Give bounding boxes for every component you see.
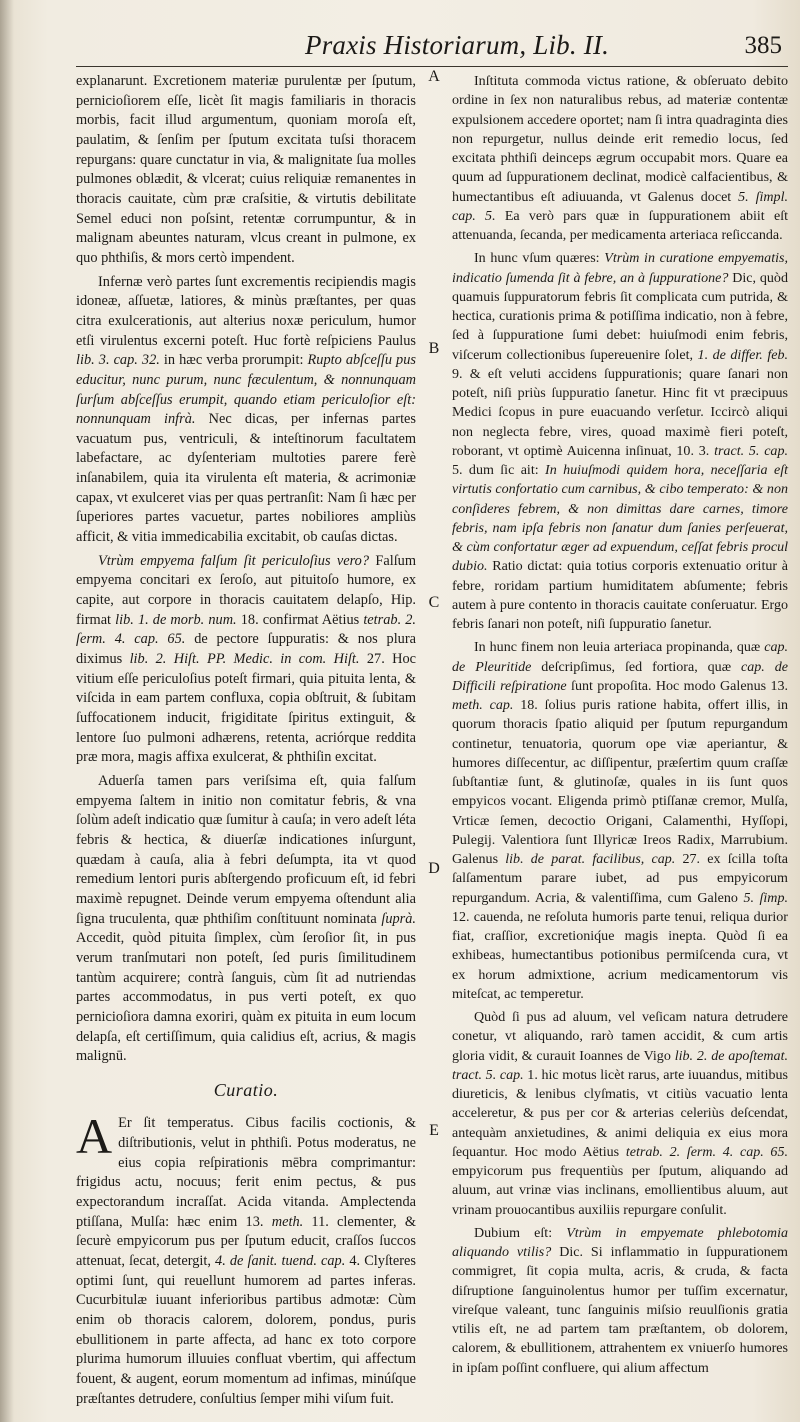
citation: lib. 2. Hiſt. PP. Medic. in com. Hiſt. [129,651,360,668]
left-paragraph-5: A Er ſit temperatus. Cibus facilis coctionis, & diſtributionis, velut in phthiſi. Potus moderatus, ne eius copia reſpirationis mēbra comprimantur: frigidus actu, nocuus; ferit enim pectus, & pus expectorandum incraſſat. Acida vitanda. Amplectenda ptiſſana, Mulſa: hæc enim 13. meth. 11. clementer, & ſecurè empyicorum pus per ſputum educit, craſſos ſuccos attenuat, ſecat, detergit, 4. de ſanit. tuend. cap. 4. Clyſteres optimi ſunt, qui reuellunt humorem ad partes inferas. Cucurbitulæ iuuant inferioribus partibus admotæ: Cùm enim ob thoracis calorem, dolorem, pondus, puris ebullitionem in parte affecta, ad hanc ex toto corpore plurima humorum illuuies confluat vbertim, qui affectum fouent, & augent, eorum momentum ad infimas, minúſque præſtantes detrudere, conſultius ſemper mihi viſum fuit. [76,1108,417,1407]
quotation: In huiuſmodi quidem hora, neceſſaria eſt virtutis confortatio cum carnibus, & cibo temperato: & non conſideres febrem, & non dimittas dare carnes, timore febris, nam ipſa febris non ſanatur dum ſanies perſeuerat, & cùm confortatur æger ad expuendum, ceſſat febris procul dubio. [452,462,788,575]
left-column [76,72,416,1413]
left-paragraph-3: Vtrùm empyema falſum ſit periculoſius vero? Falſum empyema concitari ex ſeroſo, aut pituitoſo humore, ex capite, aut corpore in thoracis cauitatem delapſo, Hip. firmat lib. 1. de morb. num. 18. confirmat Aëtius tetrab. 2. ſerm. 4. cap. 65. de pectore ſuppuratis: & nos plura diximus lib. 2. Hiſt. PP. Medic. in com. Hiſt. 27. Hoc vitium eſſe periculoſius poteſt firmari, quia pituita lenta, & viſcida in eam partem confluxa, copia obſtruit, & ſubitam ſuffocationem inducit, frigiditate ſpiritus extinguit, & lentore ſuo pulmoni adhærens, retenta, acriórque reddita præ mora, magis affixa exulcerat, & phthiſin excitat. [76,552,417,766]
citation: tetrab. 2. ſerm. 4. cap. 65. [76,611,416,648]
margin-letter-c: C [428,594,440,611]
section-heading-curatio: Curatio. [213,1079,279,1100]
question: Vtrùm empyema falſum ſit periculoſius vero? [98,552,370,569]
page-number: 385 [744,32,782,59]
running-head: Praxis Historiarum, Lib. II. [305,30,610,60]
right-column [452,72,788,1382]
question: Vtrùm in empyemate phlebotomia aliquando vtilis? [452,1224,789,1260]
drop-cap: A [76,1108,113,1165]
margin-letter-d: D [428,860,440,877]
right-paragraph-4: Quòd ſi pus ad aluum, vel veſicam natura detrudere conetur, vt aliquando, rarò tamen accidit, & cum artis gloria vidit, & curauit Ioannes de Vigo lib. 2. de apoſtemat. tract. 5. cap. 1. hic motus licèt rarus, arte iuuandus, mitibus diureticis, & lenibus clyſmatis, vt citiùs vacuatio lenta acceleretur, & pus per cor & arterias celeriùs deſcendat, antequàm anxietudines, & animi deliquia ex eius mora ſequantur. Hoc modo Aëtius tetrab. 2. ſerm. 4. cap. 65. empyicorum pus frequentiùs per ſputum, aliquando ad aluum, aut vrinæ vias inclinans, emollientibus aluum, aut vrinam prouocantibus auxiliis repurgare conſulit. [452,1009,788,1218]
margin-letter-a: A [428,68,440,85]
page-header [0,30,800,70]
right-paragraph-3: In hunc finem non leuia arteriaca propinanda, quæ cap. de Pleuritide deſcripſimus, ſed fortiora, quæ cap. de Difficili reſpiratione ſunt propoſita. Hoc modo Galenus 13. meth. cap. 18. ſolius puris ratione habita, offert illis, in quorum thoracis ſpatio aliquid per ſputum repurgandum continetur, tenuatoria, quorum ope viæ aperiantur, & humores diſſecentur, ac diſſipentur, præſertim quum craſſæ ſubſtantiæ ſunt, & glutinoſæ, quales in iis ſunt quos empyicos vocant. Eligenda primò ptiſſanæ cremor, Mulſa, Vrticæ ſemen, decoctio Origani, Calamenthi, Hyſſopi, Pulegij. Valentiora ſunt Illyricæ Ireos Radix, Marrubium. Galenus lib. de parat. facilibus, cap. 27. ex ſcilla toſta ſalſamentum parare iubet, ad pus empyicorum repurgandum. Acria, & valentiſſima, cum Galeno 5. ſimp. 12. cauenda, ne reſoluta humoris parte tenui, reliqua durior fiat, craſſior, excretioniq́ue magis inepta. Quòd ſi ea exhibeas, humectantibus potionibus permiſcenda cura, vt ex horum admixtione, acrium medicamentorum vis miteſcat, ac temperetur. [452,639,789,1002]
left-paragraph-1: explanarunt. Excretionem materiæ purulentæ per ſputum, pernicioſiorem eſſe, licèt ſit magis familiaris in thoracis morbis, facit illud argumentum, quoniam moroſa eſt, paulatim, & ſenſim per ſputum excitata tuſsi thoracem repurgans: quare cunctatur in via, & malignitate ſua molles pulmones oblædit, & vlcerat; cuius reliquiæ remanentes in thoracis cauitate, cùm præ craſsitie, & virtutis debilitate Semel educi non poſsint, retentæ corrumpuntur, & in malignam abeuntes naturam, vlcus creant in pulmone, ex quo phthiſis, & mors certò impendent. [76,73,416,266]
right-paragraph-1: Inſtituta commoda victus ratione, & obſeruato debito ordine in ſex non naturalibus rebus, ad materiæ contentæ expulsionem accedere oportet; nam ſi intra quadraginta dies non repurgetur, nullus deinde erit remedio locus, ſed excitata phthiſi deinceps ægrum occupabit mors. Quare ea quum ad ſuppurationem declinat, modicè calfacientibus, & humectantibus eſt adiuuanda, vt Galenus docet 5. ſimpl. cap. 5. Ea verò pars quæ in ſuppurationem abiit eſt attenuanda, ſecanda, per medicamenta arteriaca reſiccanda. [452,73,788,243]
question: Vtrùm in curatione empyematis, indicatio ſumenda ſit à febre, an à ſuppuratione? [452,250,788,286]
right-paragraph-2: In hunc vſum quæres: Vtrùm in curatione empyematis, indicatio ſumenda ſit à febre, an à ſuppuratione? Dic, quòd quamuis ſuppuratorum febris ſit complicata cum putrida, & hectica, curationis prima & potiſſima indicatio, non à febre, ſed à ſuppuratione ſumi debet: huiuſmodi enim febris, viſcerum collectionibus ſupereuenire ſolet, 1. de differ. feb. 9. & eſt veluti accidens ſuppurationis; quare ſanari non poteſt, niſi priùs ſuppuratio ſanetur. Hinc fit vt præcipuus Medici ſcopus in pure euacuando verſetur. Iccircò aliqui non neglecta febre, vires, quoad maximè fieri poteſt, roborant, vt optimè Auicenna inſinuat, 10. 3. tract. 5. cap. 5. dum ſic ait: In huiuſmodi quidem hora, neceſſaria eſt virtutis confortatio cum carnibus, & cibo temperato: & non conſideres febrem, & non dimittas dare carnes, timore febris, nam ipſa febris non ſanatur dum ſanies perſeuerat, & cùm confortatur æger ad expuendum, ceſſat febris procul dubio. Ratio dictat: quia totius corporis extenuatio oritur à febre, roridam partium humiditatem abſumente; febris autem à pure contento in thoracis cauitate conſeruatur. Ergo febris ſanari non poteſt, niſi ſuppuratio ſanetur. [452,250,789,632]
spine-shadow [0,0,14,1422]
margin-letter-b: B [428,340,440,357]
right-paragraph-5: Dubium eſt: Vtrùm in empyemate phlebotomia aliquando vtilis? Dic. Si inflammatio in ſuppurationem commigret, ſit copia multa, acris, & cruda, & facta diſruptione ſanguinolentus humor per tuſſim excernatur, vireſque valeant, tunc ſanguinis miſsio reuulſionis gratia vtilis eſt, ne ad partem tam præſtantem, ob dolorem, calorem, & ebullitionem, attrahentem ex vniuerſo humores in ipſam poſſint confluere, qui alium affectum [452,1224,789,1376]
quotation: Rupto abſceſſu pus educitur, nunc purum, nunc fæculentum, & nonnunquam ſurſum abſceſſus erumpit, quando etiam periculoſior eſt: nonnunquam infrà. [76,352,416,428]
left-paragraph-2: Infernæ verò partes ſunt excrementis recipiendis magis idoneæ, aſſuetæ, latiores, & minùs præſtantes, per quas citra exulcerationis, aut alterius noxæ periculum, humor etſi virulentus excerni poteſt. Huc fortè reſpiciens Paulus lib. 3. cap. 32. in hæc verba prorumpit: Rupto abſceſſu pus educitur, nunc purum, nunc fæculentum, & nonnunquam ſurſum abſceſſus erumpit, quando etiam periculoſior eſt: nonnunquam infrà. Nec dicas, per infernas partes vacuatum pus, ventriculi, & inteſtinorum facultatem labefactare, ac dyſenteriam multoties parere ferè inſanabilem, quia ita virulenta eſt materia, & acrimoniæ capax, vt exulceret vias per quas pertranſit: Nam ſi hæc per ſuperiores partes vacuetur, partes nobiliores ampliùs afficit, & vitia immedicabilia excitabit, ob cauſas dictas. [76,273,416,546]
margin-letter-e: E [429,1122,439,1139]
citation: lib. 3. cap. 32. [76,352,160,369]
citation: lib. 1. de morb. num. [115,611,237,628]
margin-letters [416,0,452,1422]
left-paragraph-4: Aduerſa tamen pars veriſsima eſt, quia falſum empyema ſaltem in initio non comitatur febris, & vna ſolùm adeſt indicatio quæ ſumitur à cauſa; in vero adeſt léta febris & hectica, & diuerſæ indicationes inſurgunt, quædam à cauſa, alia à febri deſumpta, ita vt quod remedium lentori puris abſtergendo proficuum eſt, id febri maximè repugnet. Deinde verum empyema oſtendunt alia ſigna truculenta, quæ phthiſim conſtituunt nominata ſuprà. Accedit, quòd pituita ſimplex, cùm ſeroſior ſit, in pus verum tranſmutari non poteſt, ſed puris ſimilitudinem tantùm acquirere; contrà ſanguis, cùm ſit ad nutriendas partes accommodatus, in pus verti poteſt, ex quo pernicioſiora damna exoriri, quàm ex pituita in eum locum delapſa, eſt certiſſimum, quia calidius eſt, acrius, & magis malignū. [76,772,416,1065]
